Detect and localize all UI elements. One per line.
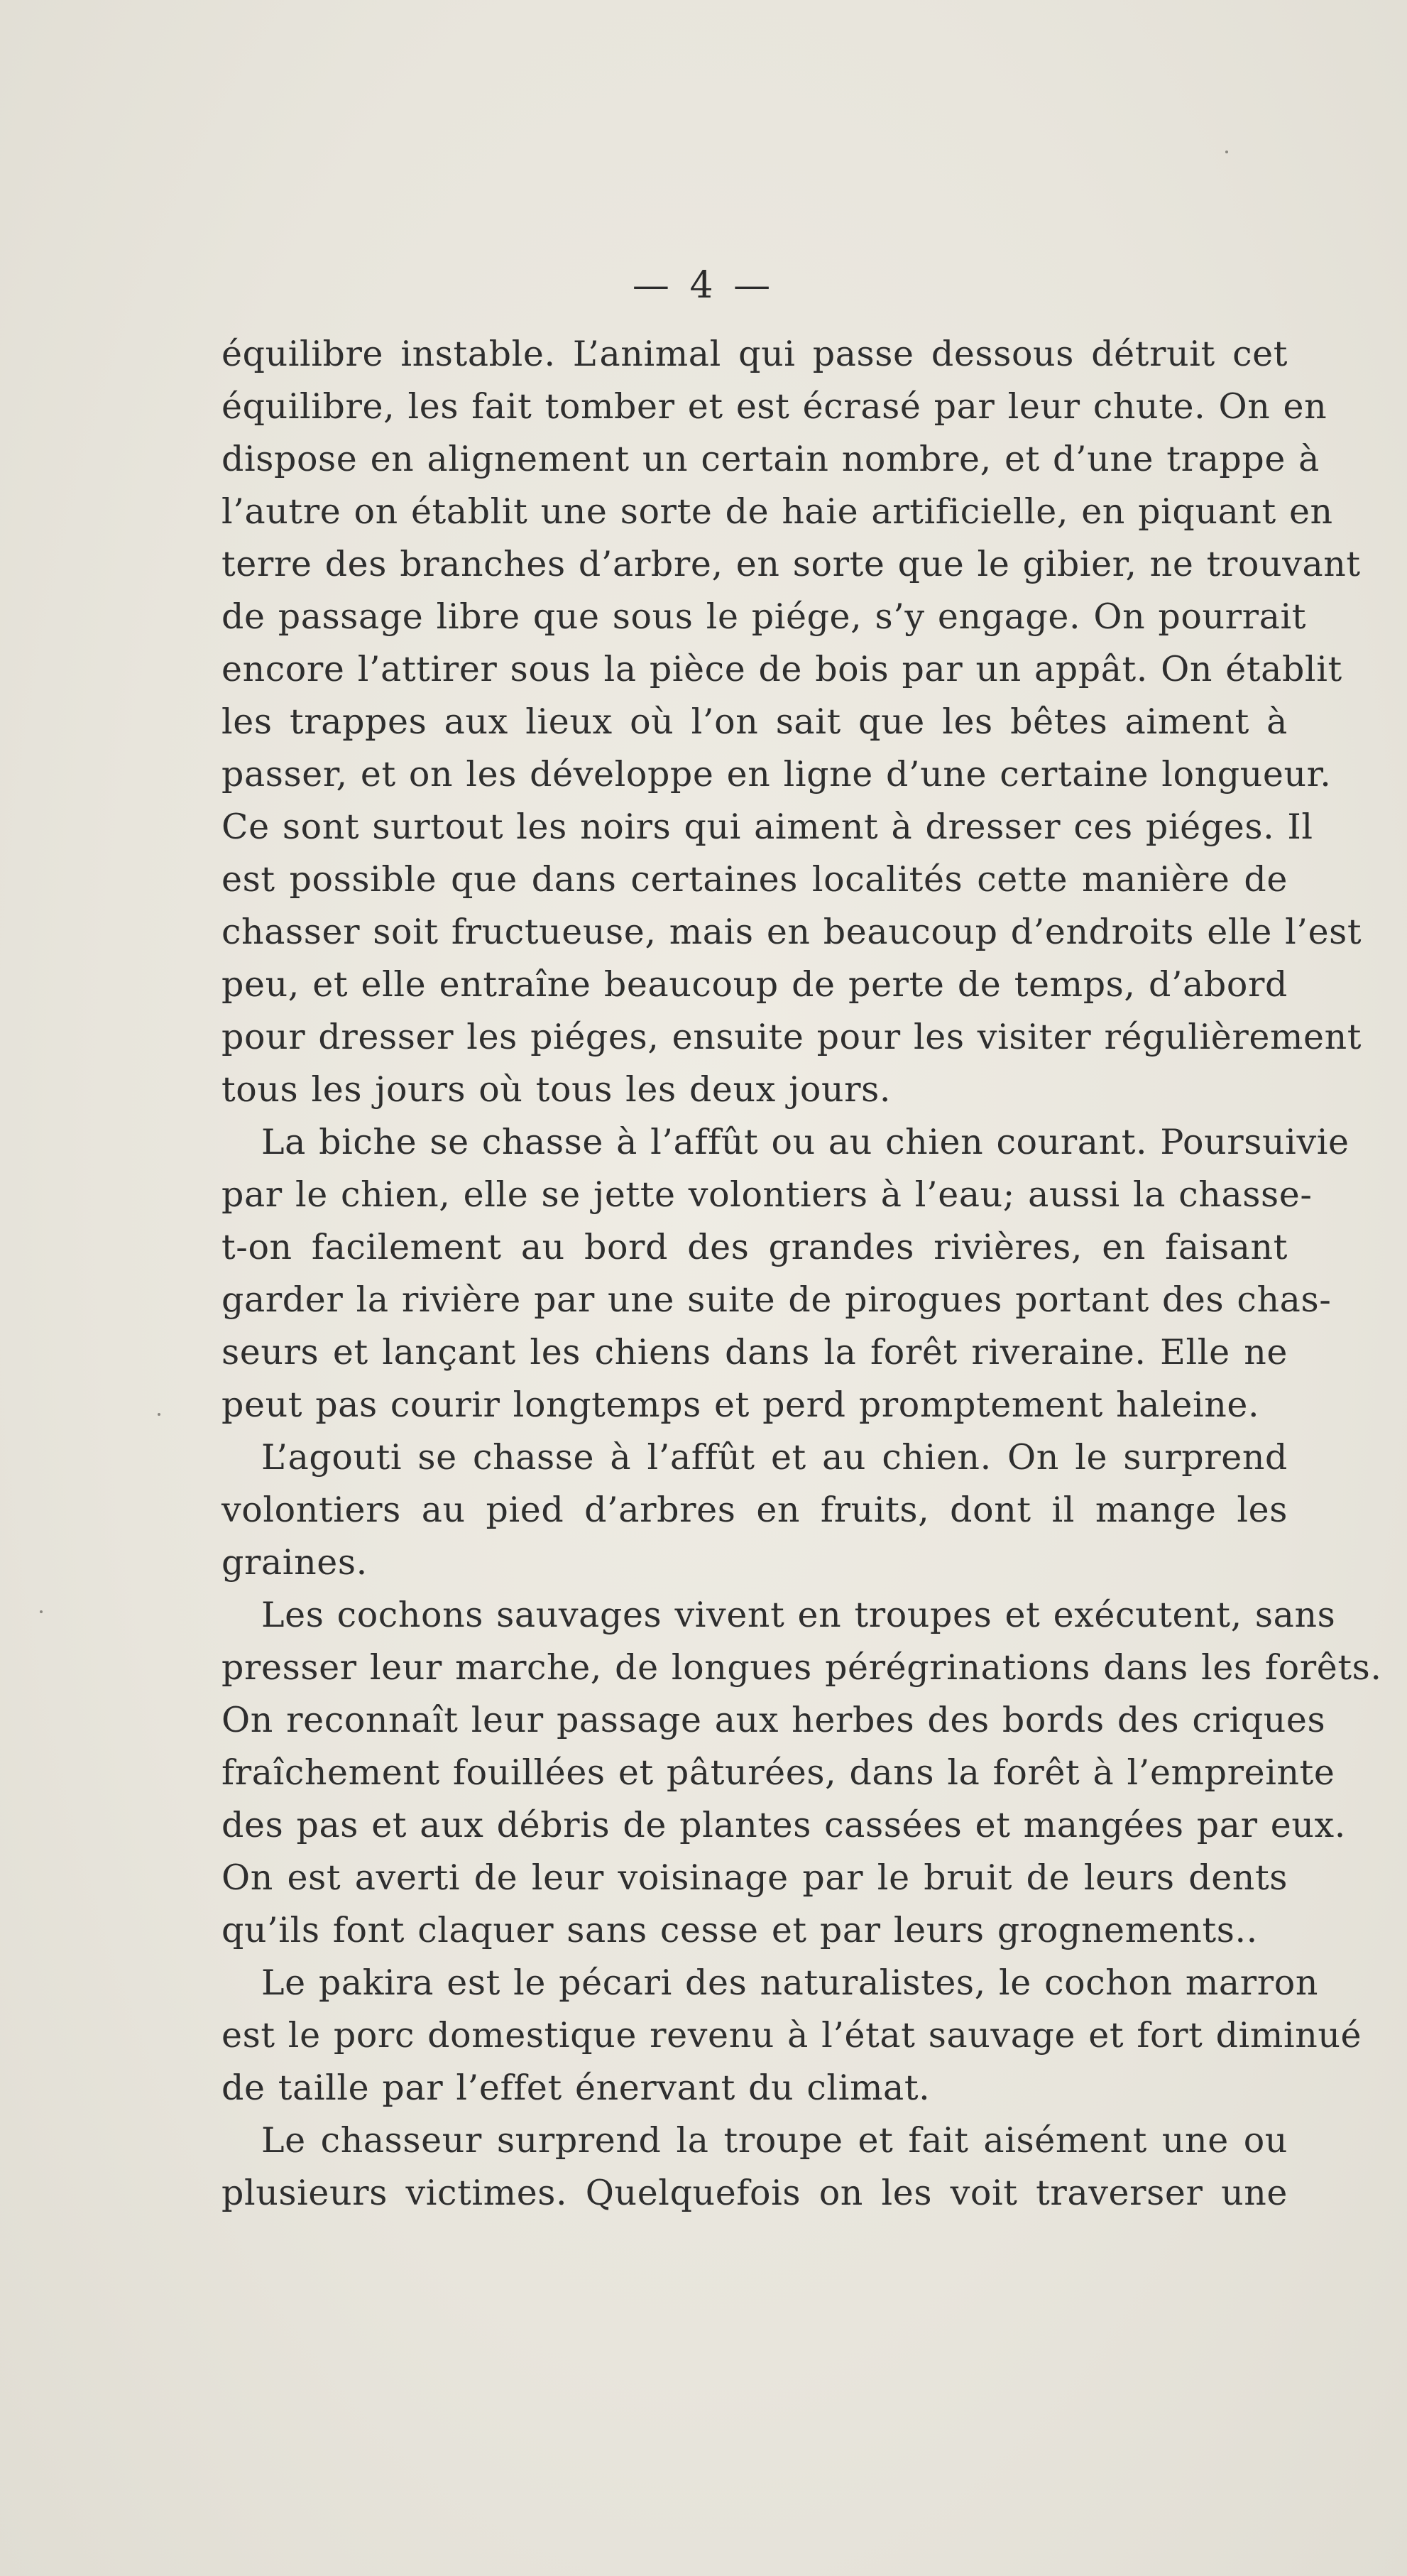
text-line: pour dresser les piéges, ensuite pour les visiter régulièrement <box>221 1017 1362 1057</box>
text-line: L’agouti se chasse à l’affût et au chien. On le surprend <box>261 1437 1288 1478</box>
paper-speck <box>158 1413 160 1416</box>
text-line: par le chien, elle se jette volontiers à l’eau; aussi la chasse- <box>221 1174 1313 1215</box>
text-line: plusieurs victimes. Quelquefois on les voit traverser une <box>221 2173 1288 2213</box>
text-line: de passage libre que sous le piége, s’y engage. On pourrait <box>221 596 1307 637</box>
text-line: Les cochons sauvages vivent en troupes et exécutent, sans <box>261 1595 1336 1635</box>
text-line: fraîchement fouillées et pâturées, dans la forêt à l’empreinte <box>221 1752 1335 1793</box>
body-text <box>221 328 1382 2220</box>
text-line: graines. <box>221 1542 368 1583</box>
text-line: l’autre on établit une sorte de haie artificielle, en piquant en <box>221 491 1333 532</box>
text-line: seurs et lançant les chiens dans la forêt riveraine. Elle ne <box>221 1332 1288 1372</box>
text-line: t-on facilement au bord des grandes rivières, en faisant <box>221 1227 1288 1267</box>
paper-speck <box>1225 151 1228 153</box>
text-line: de taille par l’effet énervant du climat. <box>221 2068 931 2108</box>
text-line: On reconnaît leur passage aux herbes des bords des criques <box>221 1700 1326 1740</box>
text-line: des pas et aux débris de plantes cassées et mangées par eux. <box>221 1805 1346 1845</box>
text-line: est possible que dans certaines localités cette manière de <box>221 859 1288 900</box>
page-number: — 4 — <box>632 264 775 307</box>
text-line: encore l’attirer sous la pièce de bois par un appât. On établit <box>221 649 1342 689</box>
text-line: est le porc domestique revenu à l’état sauvage et fort diminué <box>221 2015 1362 2056</box>
paper-speck <box>40 1610 43 1613</box>
text-line: On est averti de leur voisinage par le bruit de leurs dents <box>221 1857 1288 1898</box>
text-line: garder la rivière par une suite de pirogues portant des chas- <box>221 1279 1332 1320</box>
text-line: peut pas courir longtemps et perd promptement haleine. <box>221 1385 1260 1425</box>
text-line: presser leur marche, de longues pérégrinations dans les forêts. <box>221 1647 1382 1688</box>
text-line: les trappes aux lieux où l’on sait que les bêtes aiment à <box>221 702 1288 742</box>
text-line: équilibre, les fait tomber et est écrasé par leur chute. On en <box>221 386 1327 427</box>
text-line: équilibre instable. L’animal qui passe dessous détruit cet <box>221 334 1288 374</box>
text-line: passer, et on les développe en ligne d’une certaine longueur. <box>221 754 1332 795</box>
text-line: peu, et elle entraîne beaucoup de perte de temps, d’abord <box>221 964 1288 1005</box>
text-line: Le pakira est le pécari des naturalistes, le cochon marron <box>261 1963 1319 2003</box>
text-line: La biche se chasse à l’affût ou au chien courant. Poursuivie <box>261 1122 1349 1162</box>
text-line: dispose en alignement un certain nombre, et d’une trappe à <box>221 439 1320 479</box>
text-line: volontiers au pied d’arbres en fruits, dont il mange les <box>221 1490 1288 1530</box>
text-line: Le chasseur surprend la troupe et fait aisément une ou <box>261 2120 1288 2161</box>
text-line: tous les jours où tous les deux jours. <box>221 1069 892 1110</box>
text-line: Ce sont surtout les noirs qui aiment à dresser ces piéges. Il <box>221 807 1313 847</box>
text-line: qu’ils font claquer sans cesse et par leurs grognements.. <box>221 1910 1258 1950</box>
text-line: terre des branches d’arbre, en sorte que le gibier, ne trouvant <box>221 544 1361 584</box>
text-line: chasser soit fructueuse, mais en beaucoup d’endroits elle l’est <box>221 912 1362 952</box>
